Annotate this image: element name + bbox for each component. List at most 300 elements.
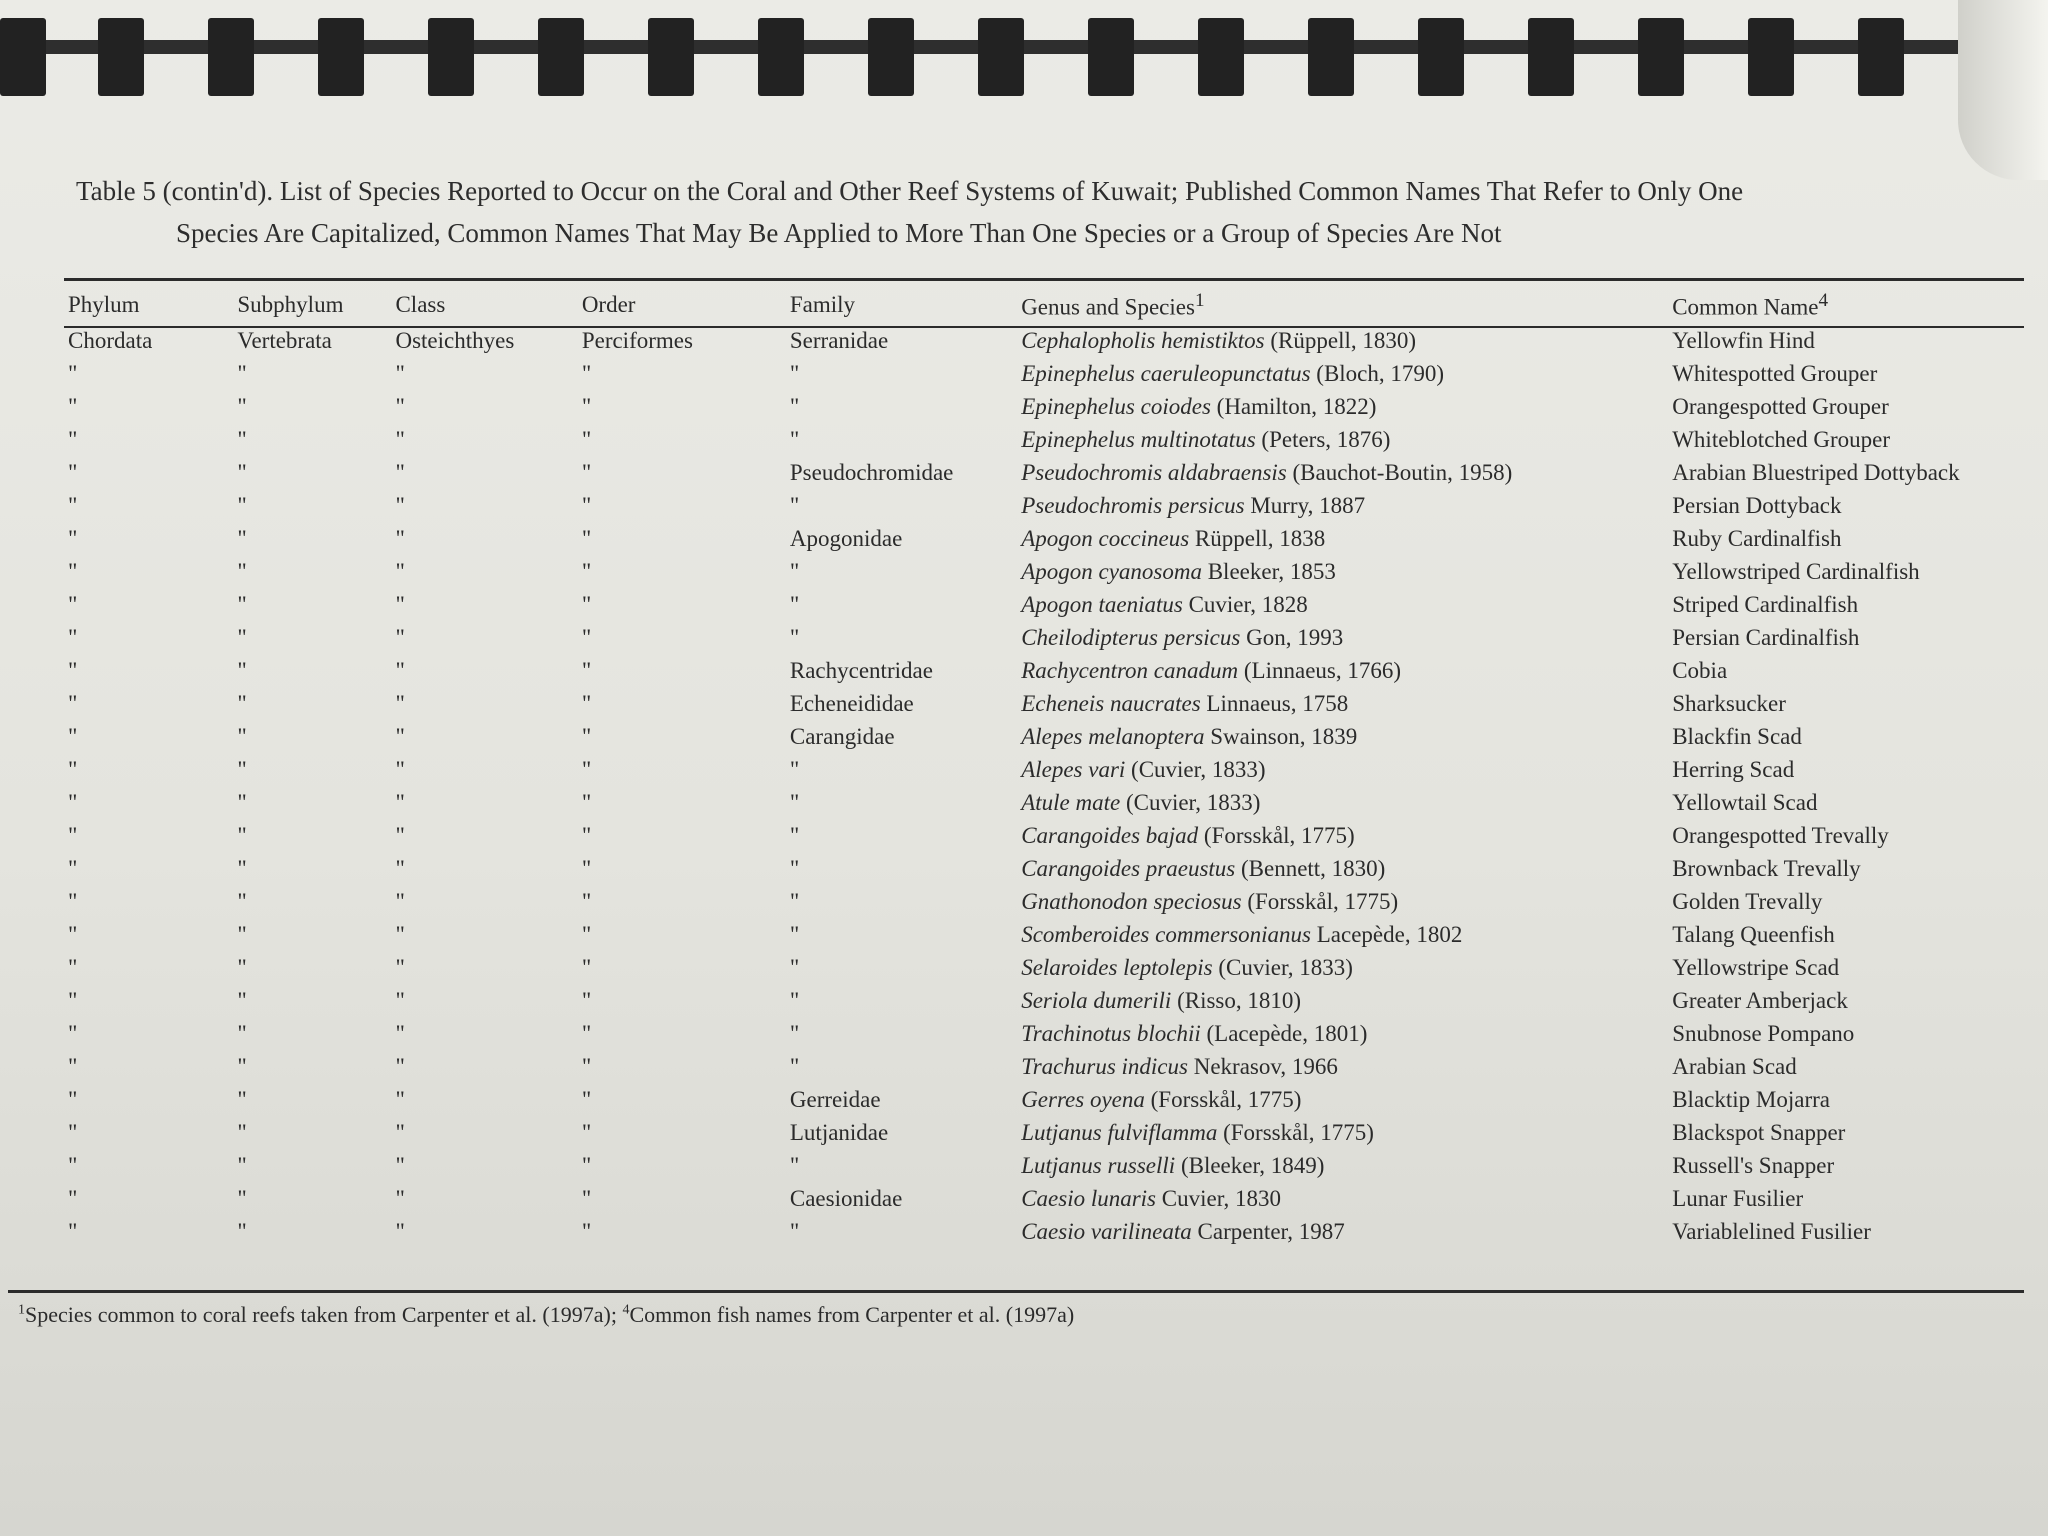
cell-class: " xyxy=(395,624,405,650)
species-author: (Linnaeus, 1766) xyxy=(1243,657,1402,683)
cell-common-name: Persian Cardinalfish xyxy=(1672,624,1860,650)
binding-hole xyxy=(1198,18,1244,96)
table-row xyxy=(64,753,1984,786)
cell-family: Apogonidae xyxy=(789,525,903,551)
species-author: Bleeker, 1853 xyxy=(1207,558,1336,584)
cell-class: " xyxy=(395,888,405,914)
binding-hole xyxy=(0,18,46,96)
species-author: Carpenter, 1987 xyxy=(1197,1218,1345,1244)
cell-subphylum: " xyxy=(237,525,247,551)
cell-family: " xyxy=(789,987,800,1013)
binding-hole xyxy=(758,18,804,96)
cell-phylum: " xyxy=(68,723,78,749)
cell-family: Caesionidae xyxy=(789,1185,903,1211)
genus-name: Pseudochromis persicus xyxy=(1021,492,1245,518)
cell-phylum: " xyxy=(68,558,78,584)
species-author: (Cuvier, 1833) xyxy=(1125,789,1261,815)
genus-name: Apogon taeniatus xyxy=(1021,591,1183,617)
cell-phylum: Chordata xyxy=(68,327,153,353)
cell-phylum: " xyxy=(68,657,78,683)
cell-genus-species xyxy=(1017,423,1668,456)
cell-class: " xyxy=(395,789,405,815)
footnote xyxy=(18,1302,1074,1328)
species-author: Rüppell, 1838 xyxy=(1194,525,1326,551)
table-row xyxy=(64,1116,1984,1149)
table-row xyxy=(64,786,1984,819)
species-author: Gon, 1993 xyxy=(1246,624,1344,650)
header-common-sup: 4 xyxy=(1818,289,1829,311)
species-author: Cuvier, 1828 xyxy=(1188,591,1308,617)
genus-name: Epinephelus multinotatus xyxy=(1021,426,1256,452)
cell-common-name: Blacktip Mojarra xyxy=(1672,1086,1830,1112)
cell-class: " xyxy=(395,855,405,881)
table-row xyxy=(64,489,1984,522)
cell-order: " xyxy=(581,558,592,584)
binding-hole xyxy=(208,18,254,96)
table-row xyxy=(64,423,1984,456)
cell-genus-species xyxy=(1017,687,1668,720)
cell-family: Gerreidae xyxy=(789,1086,881,1112)
cell-subphylum: " xyxy=(237,1020,247,1046)
cell-order: " xyxy=(581,855,592,881)
cell-genus-species xyxy=(1017,1149,1668,1182)
cell-class: " xyxy=(395,591,405,617)
cell-phylum: " xyxy=(68,1185,78,1211)
cell-order: " xyxy=(581,756,592,782)
binding-hole xyxy=(318,18,364,96)
genus-name: Cephalopholis hemistiktos xyxy=(1021,327,1265,353)
cell-subphylum: " xyxy=(237,591,247,617)
header-class: Class xyxy=(395,292,446,317)
cell-common-name: Blackspot Snapper xyxy=(1672,1119,1846,1145)
cell-family: Echeneididae xyxy=(789,690,914,716)
cell-family: " xyxy=(789,1218,800,1244)
cell-family: " xyxy=(789,591,800,617)
cell-genus-species xyxy=(1017,1182,1668,1215)
table-row xyxy=(64,1083,1984,1116)
cell-class: " xyxy=(395,492,405,518)
binding-hole xyxy=(1748,18,1794,96)
binding-hole xyxy=(428,18,474,96)
binding-bar xyxy=(0,40,2048,54)
cell-order: " xyxy=(581,591,592,617)
cell-class: " xyxy=(395,426,405,452)
species-author: (Cuvier, 1833) xyxy=(1131,756,1266,782)
table-row xyxy=(64,588,1984,621)
table-row xyxy=(64,885,1984,918)
cell-family: " xyxy=(789,756,800,782)
cell-genus-species xyxy=(1017,885,1668,918)
cell-common-name: Ruby Cardinalfish xyxy=(1672,525,1842,551)
cell-genus-species xyxy=(1017,324,1668,357)
cell-common-name: Arabian Scad xyxy=(1672,1053,1797,1079)
cell-class: " xyxy=(395,1152,405,1178)
cell-family: Pseudochromidae xyxy=(789,459,954,485)
cell-phylum: " xyxy=(68,393,78,419)
table-row xyxy=(64,852,1984,885)
cell-class: " xyxy=(395,690,405,716)
species-author: (Risso, 1810) xyxy=(1177,987,1302,1013)
cell-class: " xyxy=(395,1086,405,1112)
cell-phylum: " xyxy=(68,525,78,551)
binding-hole xyxy=(978,18,1024,96)
cell-genus-species xyxy=(1017,489,1668,522)
cell-class: " xyxy=(395,921,405,947)
species-author: (Peters, 1876) xyxy=(1261,426,1391,452)
cell-subphylum: " xyxy=(237,690,247,716)
cell-order: " xyxy=(581,360,592,386)
cell-phylum: " xyxy=(68,426,78,452)
cell-order: " xyxy=(581,1185,592,1211)
cell-family: " xyxy=(789,789,800,815)
cell-subphylum: " xyxy=(237,855,247,881)
cell-order: " xyxy=(581,822,592,848)
cell-common-name: Brownback Trevally xyxy=(1672,855,1861,881)
cell-subphylum: " xyxy=(237,426,247,452)
genus-name: Epinephelus caeruleopunctatus xyxy=(1021,360,1311,386)
cell-subphylum: " xyxy=(237,723,247,749)
cell-common-name: Cobia xyxy=(1672,657,1728,683)
cell-subphylum: " xyxy=(237,360,247,386)
cell-order: " xyxy=(581,525,592,551)
cell-family: Rachycentridae xyxy=(789,657,933,683)
header-row xyxy=(64,286,1984,324)
cell-order: " xyxy=(581,690,592,716)
table-row xyxy=(64,654,1984,687)
cell-order: " xyxy=(581,1119,592,1145)
cell-phylum: " xyxy=(68,1053,78,1079)
table-row xyxy=(64,720,1984,753)
cell-order: " xyxy=(581,657,592,683)
species-author: (Bloch, 1790) xyxy=(1316,360,1445,386)
species-author: (Rüppell, 1830) xyxy=(1270,327,1417,353)
cell-genus-species xyxy=(1017,819,1668,852)
cell-family: " xyxy=(789,921,800,947)
binding-hole xyxy=(648,18,694,96)
cell-class: " xyxy=(395,1020,405,1046)
cell-common-name: Blackfin Scad xyxy=(1672,723,1802,749)
cell-phylum: " xyxy=(68,492,78,518)
cell-class: " xyxy=(395,657,405,683)
table-row xyxy=(64,1050,1984,1083)
binding-hole xyxy=(1638,18,1684,96)
binding-hole xyxy=(1418,18,1464,96)
cell-class: " xyxy=(395,459,405,485)
cell-phylum: " xyxy=(68,1218,78,1244)
cell-subphylum: " xyxy=(237,789,247,815)
bottom-rule xyxy=(8,1290,2024,1293)
cell-order: " xyxy=(581,459,592,485)
top-rule xyxy=(64,278,2024,281)
cell-genus-species xyxy=(1017,753,1668,786)
header-species-label: Genus and Species xyxy=(1021,294,1195,320)
cell-common-name: Yellowfin Hind xyxy=(1672,327,1815,353)
cell-genus-species xyxy=(1017,390,1668,423)
table-row xyxy=(64,390,1984,423)
cell-family: Lutjanidae xyxy=(789,1119,889,1145)
cell-phylum: " xyxy=(68,1152,78,1178)
table-row xyxy=(64,324,1984,357)
binding-hole xyxy=(1088,18,1134,96)
cell-class: " xyxy=(395,1218,405,1244)
cell-genus-species xyxy=(1017,588,1668,621)
genus-name: Epinephelus coiodes xyxy=(1021,393,1211,419)
cell-order: " xyxy=(581,921,592,947)
genus-name: Gnathonodon speciosus xyxy=(1021,888,1242,914)
genus-name: Lutjanus fulviflamma xyxy=(1021,1119,1218,1145)
cell-class: " xyxy=(395,558,405,584)
cell-common-name: Variablelined Fusilier xyxy=(1672,1218,1871,1244)
table-row xyxy=(64,984,1984,1017)
genus-name: Caesio lunaris xyxy=(1021,1185,1157,1211)
cell-subphylum: " xyxy=(237,756,247,782)
cell-phylum: " xyxy=(68,756,78,782)
cell-genus-species xyxy=(1017,654,1668,687)
binding-hole xyxy=(868,18,914,96)
cell-phylum: " xyxy=(68,1020,78,1046)
table-row xyxy=(64,1182,1984,1215)
cell-family: " xyxy=(789,360,800,386)
cell-phylum: " xyxy=(68,954,78,980)
genus-name: Apogon cyanosoma xyxy=(1021,558,1202,584)
cell-common-name: Talang Queenfish xyxy=(1672,921,1835,947)
species-author: (Forsskål, 1775) xyxy=(1223,1119,1374,1145)
binding-hole xyxy=(538,18,584,96)
species-author: (Bauchot-Boutin, 1958) xyxy=(1292,459,1513,485)
cell-order: " xyxy=(581,393,592,419)
cell-genus-species xyxy=(1017,522,1668,555)
footnote-text-1: Species common to coral reefs taken from Carpenter et al. (1997a); xyxy=(25,1302,623,1327)
header-subphylum: Subphylum xyxy=(237,292,344,317)
table-row xyxy=(64,918,1984,951)
header-species-sup: 1 xyxy=(1194,289,1205,311)
species-author: (Bennett, 1830) xyxy=(1240,855,1386,881)
cell-order: " xyxy=(581,954,592,980)
cell-family: " xyxy=(789,624,800,650)
cell-common-name: Lunar Fusilier xyxy=(1672,1185,1804,1211)
table-caption xyxy=(76,170,1976,254)
cell-common-name: Orangespotted Grouper xyxy=(1672,393,1889,419)
cell-order: " xyxy=(581,987,592,1013)
cell-family: " xyxy=(789,1053,800,1079)
cell-family: Carangidae xyxy=(789,723,895,749)
cell-family: " xyxy=(789,426,800,452)
cell-genus-species xyxy=(1017,984,1668,1017)
genus-name: Pseudochromis aldabraensis xyxy=(1021,459,1287,485)
cell-common-name: Yellowstripe Scad xyxy=(1672,954,1840,980)
table-row xyxy=(64,522,1984,555)
caption-line-1: Table 5 (contin'd). List of Species Reported to Occur on the Coral and Other Reef Systems of Kuwait; Published Common Names That Refer to Only One xyxy=(76,176,1744,206)
table-row xyxy=(64,687,1984,720)
cell-subphylum: " xyxy=(237,1086,247,1112)
cell-subphylum: " xyxy=(237,393,247,419)
cell-subphylum: " xyxy=(237,888,247,914)
cell-family: " xyxy=(789,492,800,518)
cell-family: " xyxy=(789,888,800,914)
cell-class: " xyxy=(395,723,405,749)
cell-order: " xyxy=(581,789,592,815)
genus-name: Apogon coccineus xyxy=(1021,525,1190,551)
cell-genus-species xyxy=(1017,720,1668,753)
species-author: Cuvier, 1830 xyxy=(1161,1185,1281,1211)
cell-phylum: " xyxy=(68,1086,78,1112)
cell-phylum: " xyxy=(68,789,78,815)
cell-subphylum: " xyxy=(237,1152,247,1178)
cell-class: " xyxy=(395,1119,405,1145)
table-row xyxy=(64,1149,1984,1182)
cell-genus-species xyxy=(1017,1215,1668,1248)
table-row xyxy=(64,555,1984,588)
cell-common-name: Sharksucker xyxy=(1672,690,1786,716)
genus-name: Echeneis naucrates xyxy=(1021,690,1201,716)
footnote-sup-4: 4 xyxy=(622,1302,630,1318)
cell-common-name: Russell's Snapper xyxy=(1672,1152,1835,1178)
cell-common-name: Yellowstriped Cardinalfish xyxy=(1672,558,1920,584)
cell-common-name: Snubnose Pompano xyxy=(1672,1020,1855,1046)
cell-order: Perciformes xyxy=(581,327,693,353)
cell-genus-species xyxy=(1017,456,1668,489)
cell-genus-species xyxy=(1017,786,1668,819)
species-author: Linnaeus, 1758 xyxy=(1206,690,1349,716)
genus-name: Seriola dumerili xyxy=(1021,987,1172,1013)
page-curl xyxy=(1958,0,2048,180)
cell-common-name: Persian Dottyback xyxy=(1672,492,1842,518)
genus-name: Gerres oyena xyxy=(1021,1086,1145,1112)
cell-genus-species xyxy=(1017,1050,1668,1083)
footnote-text-2: Common fish names from Carpenter et al. (1997a) xyxy=(629,1302,1075,1327)
table-row xyxy=(64,621,1984,654)
cell-genus-species xyxy=(1017,951,1668,984)
table-row xyxy=(64,1215,1984,1248)
cell-class: " xyxy=(395,756,405,782)
cell-family: " xyxy=(789,1020,800,1046)
cell-common-name: Whiteblotched Grouper xyxy=(1672,426,1890,452)
binding-hole xyxy=(1308,18,1354,96)
cell-common-name: Orangespotted Trevally xyxy=(1672,822,1889,848)
species-author: (Hamilton, 1822) xyxy=(1216,393,1377,419)
cell-family: " xyxy=(789,393,800,419)
species-author: Swainson, 1839 xyxy=(1210,723,1358,749)
cell-phylum: " xyxy=(68,1119,78,1145)
header-family: Family xyxy=(789,292,856,317)
cell-family: " xyxy=(789,1152,800,1178)
table-row xyxy=(64,1017,1984,1050)
cell-order: " xyxy=(581,723,592,749)
cell-phylum: " xyxy=(68,822,78,848)
genus-name: Trachinotus blochii xyxy=(1021,1020,1201,1046)
cell-phylum: " xyxy=(68,987,78,1013)
species-table xyxy=(64,286,1984,1248)
genus-name: Rachycentron canadum xyxy=(1021,657,1239,683)
cell-phylum: " xyxy=(68,624,78,650)
header-phylum: Phylum xyxy=(68,292,140,317)
cell-genus-species xyxy=(1017,1083,1668,1116)
binding-hole xyxy=(98,18,144,96)
species-author: (Lacepède, 1801) xyxy=(1206,1020,1368,1046)
genus-name: Trachurus indicus xyxy=(1021,1053,1188,1079)
cell-genus-species xyxy=(1017,621,1668,654)
species-author: (Bleeker, 1849) xyxy=(1180,1152,1325,1178)
cell-common-name: Whitespotted Grouper xyxy=(1672,360,1878,386)
cell-class: " xyxy=(395,822,405,848)
table-row xyxy=(64,357,1984,390)
genus-name: Scomberoides commersonianus xyxy=(1021,921,1311,947)
cell-subphylum: " xyxy=(237,1119,247,1145)
spiral-binding xyxy=(0,0,2048,120)
genus-name: Selaroides leptolepis xyxy=(1021,954,1213,980)
species-author: Lacepède, 1802 xyxy=(1316,921,1463,947)
cell-family: " xyxy=(789,954,800,980)
cell-genus-species xyxy=(1017,1116,1668,1149)
species-author: (Cuvier, 1833) xyxy=(1218,954,1353,980)
cell-order: " xyxy=(581,1086,592,1112)
header-species xyxy=(1017,286,1668,324)
cell-class: " xyxy=(395,1185,405,1211)
cell-subphylum: " xyxy=(237,558,247,584)
genus-name: Carangoides bajad xyxy=(1021,822,1199,848)
cell-common-name: Golden Trevally xyxy=(1672,888,1823,914)
cell-order: " xyxy=(581,1218,592,1244)
table-row xyxy=(64,456,1984,489)
cell-subphylum: " xyxy=(237,1185,247,1211)
cell-subphylum: " xyxy=(237,1218,247,1244)
cell-common-name: Herring Scad xyxy=(1672,756,1795,782)
header-common-name xyxy=(1668,286,1984,324)
cell-subphylum: " xyxy=(237,954,247,980)
cell-phylum: " xyxy=(68,921,78,947)
species-author: (Forsskål, 1775) xyxy=(1203,822,1355,848)
cell-common-name: Striped Cardinalfish xyxy=(1672,591,1859,617)
cell-class: " xyxy=(395,525,405,551)
cell-subphylum: " xyxy=(237,822,247,848)
cell-family: " xyxy=(789,855,800,881)
cell-phylum: " xyxy=(68,855,78,881)
cell-phylum: " xyxy=(68,690,78,716)
cell-genus-species xyxy=(1017,1017,1668,1050)
cell-common-name: Greater Amberjack xyxy=(1672,987,1848,1013)
cell-class: " xyxy=(395,987,405,1013)
cell-subphylum: Vertebrata xyxy=(237,327,332,353)
cell-family: " xyxy=(789,822,800,848)
cell-phylum: " xyxy=(68,459,78,485)
cell-subphylum: " xyxy=(237,657,247,683)
header-common-label: Common Name xyxy=(1672,294,1819,320)
cell-family: Serranidae xyxy=(789,327,889,353)
table-row xyxy=(64,951,1984,984)
cell-subphylum: " xyxy=(237,624,247,650)
cell-order: " xyxy=(581,1053,592,1079)
genus-name: Alepes vari xyxy=(1021,756,1126,782)
cell-subphylum: " xyxy=(237,987,247,1013)
cell-genus-species xyxy=(1017,357,1668,390)
cell-order: " xyxy=(581,888,592,914)
genus-name: Atule mate xyxy=(1021,789,1121,815)
cell-phylum: " xyxy=(68,888,78,914)
cell-phylum: " xyxy=(68,591,78,617)
cell-common-name: Yellowtail Scad xyxy=(1672,789,1818,815)
cell-subphylum: " xyxy=(237,459,247,485)
cell-phylum: " xyxy=(68,360,78,386)
cell-family: " xyxy=(789,558,800,584)
cell-genus-species xyxy=(1017,555,1668,588)
genus-name: Carangoides praeustus xyxy=(1021,855,1236,881)
cell-order: " xyxy=(581,1020,592,1046)
table-body xyxy=(64,324,1984,1248)
cell-order: " xyxy=(581,1152,592,1178)
cell-subphylum: " xyxy=(237,921,247,947)
cell-class: " xyxy=(395,393,405,419)
species-author: (Forsskål, 1775) xyxy=(1150,1086,1302,1112)
